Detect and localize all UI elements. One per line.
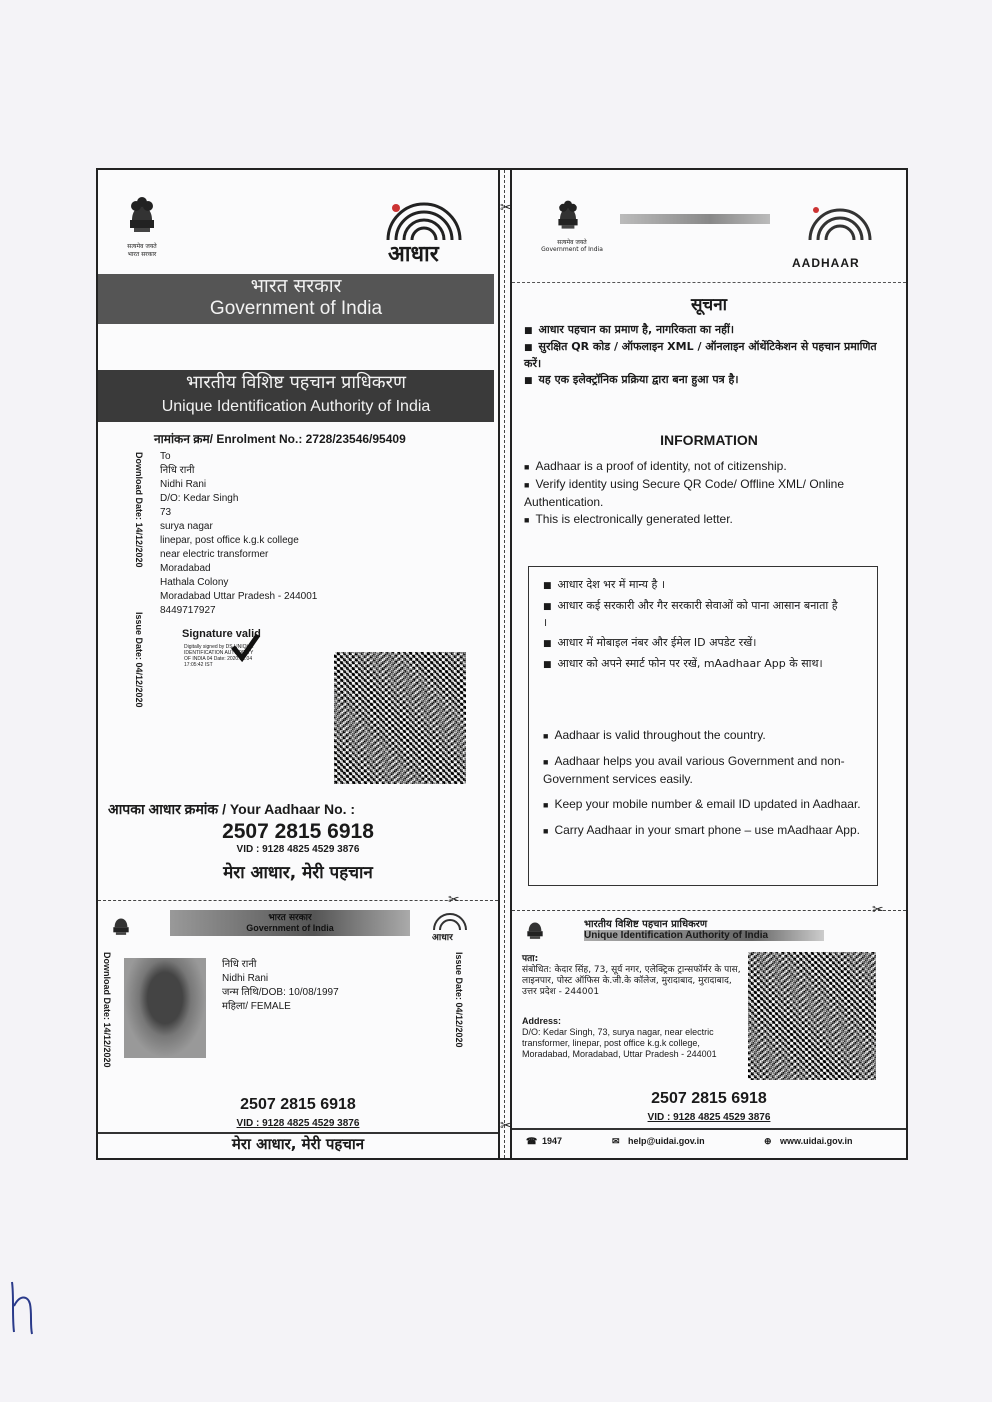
- address-en: D/O: Kedar Singh, 73, surya nagar, near electric transformer, linepar, post office k.g.k college, Moradabad, Moradabad, Uttar Pradesh - 244001: [522, 1027, 717, 1059]
- uidai-title-en: Unique Identification Authority of India: [584, 930, 824, 941]
- redaction-mark: [620, 214, 770, 224]
- national-emblem-icon: [552, 194, 584, 236]
- suchna-item: ■ सुरक्षित QR कोड / ऑफलाइन XML / ऑनलाइन ऑथेंटिकेशन से पहचान प्रमाणित करें।: [524, 339, 884, 372]
- info-title: INFORMATION: [660, 432, 758, 448]
- address-hi-block: [522, 954, 742, 998]
- helpline-email: help@uidai.gov.in: [628, 1136, 705, 1146]
- address-line: near electric transformer: [160, 549, 269, 560]
- gov-title-hi: भारत सरकार: [250, 275, 342, 297]
- uidai-title-hi: भारतीय विशिष्ट पहचान प्राधिकरण: [584, 919, 708, 930]
- scissors-icon: ✂: [872, 902, 884, 918]
- holder-name-en: Nidhi Rani: [222, 973, 269, 984]
- uidai-title-en: Unique Identification Authority of India: [161, 398, 431, 415]
- aadhaar-logo-text: AADHAAR: [792, 256, 860, 270]
- helpline-number: 1947: [542, 1136, 563, 1146]
- address-en-label: Address:: [522, 1016, 562, 1026]
- benefit-hi-item: ■ आधार कई सरकारी और गैर सरकारी सेवाओं को पाना आसान बनाता है ।: [543, 598, 843, 631]
- address-line: 73: [160, 507, 172, 518]
- holder-gender: महिला/ FEMALE: [222, 1001, 291, 1012]
- globe-icon: ⊕: [764, 1136, 772, 1146]
- gov-title-en: Government of India: [209, 298, 383, 319]
- letter-right-panel: [512, 170, 906, 1158]
- issue-date: Issue Date: 04/12/2020: [134, 612, 144, 708]
- uidai-band-card: [584, 916, 824, 941]
- cut-line: [98, 900, 498, 901]
- aadhaar-logo-icon: [800, 200, 880, 256]
- suchna-title: सूचना: [690, 295, 728, 315]
- gov-title-en: Government of India: [246, 923, 334, 933]
- emblem-caption: सत्यमेव जयते Government of India: [541, 239, 603, 253]
- national-emblem-icon: [522, 912, 548, 944]
- checkmark-icon: [230, 632, 260, 662]
- emblem-caption: सत्यमेव जयते भारत सरकार: [127, 243, 157, 258]
- suchna-item: ■ आधार पहचान का प्रमाण है, नागरिकता का नहीं।: [524, 322, 884, 339]
- vid-number: VID : 9128 4825 4529 3876: [236, 1118, 360, 1129]
- benefit-en-item: ■ Carry Aadhaar in your smart phone – use mAadhaar App.: [543, 822, 863, 840]
- address-line: Moradabad Uttar Pradesh - 244001: [160, 591, 318, 602]
- scissors-icon: ✂: [448, 892, 460, 908]
- address-line: D/O: Kedar Singh: [160, 493, 239, 504]
- address-line: निधि रानी: [160, 465, 195, 476]
- holder-name-hi: निधि रानी: [222, 959, 257, 970]
- address-line: surya nagar: [160, 521, 213, 532]
- vid-number: VID : 9128 4825 4529 3876: [236, 844, 360, 855]
- contact-bar: [512, 1128, 906, 1156]
- address-line: 8449717927: [160, 605, 216, 616]
- aadhaar-card-back: [512, 912, 906, 1158]
- aadhaar-logo-text: आधार: [432, 933, 453, 943]
- address-en-block: [522, 1016, 744, 1060]
- uidai-band: [98, 370, 494, 422]
- benefits-box: [528, 566, 878, 886]
- vid-number: VID : 9128 4825 4529 3876: [647, 1112, 771, 1123]
- tagline: मेरा आधार, मेरी पहचान: [98, 1132, 498, 1158]
- handwritten-mark: [8, 1276, 38, 1336]
- address-line: Hathala Colony: [160, 577, 229, 588]
- cut-line: [512, 910, 906, 911]
- info-item: ■ Aadhaar is a proof of identity, not of citizenship.: [524, 458, 894, 476]
- fold-divider: [498, 170, 512, 1158]
- aadhaar-number: 2507 2815 6918: [651, 1090, 767, 1107]
- holder-details: [222, 958, 442, 1014]
- suchna-item: ■ यह एक इलेक्ट्रॉनिक प्रक्रिया द्वारा बना हुआ पत्र है।: [524, 372, 884, 389]
- holder-dob: जन्म तिथि/DOB: 10/08/1997: [222, 987, 339, 998]
- gov-title-hi: भारत सरकार: [268, 913, 312, 923]
- scissors-icon: ✂: [500, 200, 512, 216]
- letter-left-panel: [98, 170, 498, 1158]
- address-line: Moradabad: [160, 563, 211, 574]
- website: www.uidai.gov.in: [780, 1136, 853, 1146]
- aadhaar-number: 2507 2815 6918: [222, 820, 374, 843]
- address-hi: संबोधित: केदार सिंह, 73, सूर्य नगर, एलेक्ट्रिक ट्रान्सफॉर्मर के पास, लाइनपार, पोस्ट ऑफिस के.जी.के कॉलेज, मुरादाबाद, मुरादाबाद, उत्तर प्रदेश - 244001: [522, 965, 741, 997]
- qr-code: [334, 652, 466, 784]
- benefit-hi-item: ■ आधार में मोबाइल नंबर और ईमेल ID अपडेट रखें।: [543, 635, 843, 652]
- benefit-hi-item: ■ आधार को अपने स्मार्ट फोन पर रखें, mAadhaar App के साथ।: [543, 656, 843, 673]
- uidai-title-hi: भारतीय विशिष्ट पहचान प्राधिकरण: [186, 372, 406, 393]
- email-icon: ✉: [612, 1136, 620, 1146]
- recipient-address: [160, 450, 410, 618]
- qr-code: [748, 952, 876, 1080]
- info-item: ■ This is electronically generated letter.: [524, 511, 894, 529]
- address-hi-label: पता:: [522, 954, 539, 964]
- holder-photo: [124, 958, 206, 1058]
- suchna-list: [524, 322, 884, 389]
- download-date: Download Date: 14/12/2020: [102, 952, 112, 1068]
- benefit-en-item: ■ Keep your mobile number & email ID updated in Aadhaar.: [543, 796, 863, 814]
- address-line: Nidhi Rani: [160, 479, 207, 490]
- aadhaar-card-front: [98, 902, 498, 1158]
- national-emblem-icon: [108, 908, 134, 940]
- address-line: linepar, post office k.g.k college: [160, 535, 299, 546]
- enrolment-number: नामांकन क्रम/ Enrolment No.: 2728/23546/95409: [154, 432, 406, 446]
- divider: [512, 282, 906, 283]
- aadhaar-logo-text: आधार: [388, 242, 439, 267]
- aadhaar-letter: [96, 168, 908, 1160]
- gov-band-card: [170, 910, 410, 936]
- address-line: To: [160, 451, 171, 462]
- benefits-en-list: [543, 727, 863, 840]
- your-aadhaar-label: आपका आधार क्रमांक / Your Aadhaar No. :: [108, 801, 356, 817]
- info-item: ■ Verify identity using Secure QR Code/ Offline XML/ Online Authentication.: [524, 476, 894, 511]
- scissors-icon: ✂: [500, 1118, 512, 1134]
- issue-date: Issue Date: 04/12/2020: [454, 952, 464, 1048]
- benefit-hi-item: ■ आधार देश भर में मान्य है ।: [543, 577, 843, 594]
- signature-status: Signature valid: [182, 628, 261, 640]
- benefit-en-item: ■ Aadhaar is valid throughout the country.: [543, 727, 863, 745]
- tagline: मेरा आधार, मेरी पहचान: [223, 863, 373, 883]
- benefit-en-item: ■ Aadhaar helps you avail various Government and non-Government services easily.: [543, 753, 863, 788]
- phone-icon: ☎: [526, 1136, 538, 1146]
- benefits-hi-list: [543, 577, 843, 673]
- gov-band: [98, 274, 494, 324]
- download-date: Download Date: 14/12/2020: [134, 452, 144, 568]
- info-list: [524, 458, 894, 529]
- national-emblem-icon: [122, 190, 162, 240]
- signature-detail: Digitally signed by DS UNIQUE IDENTIFICATION AUTHORITY OF INDIA 04 Date: 2020.12.04 17:05:42 IST: [184, 644, 254, 668]
- aadhaar-number: 2507 2815 6918: [240, 1096, 356, 1113]
